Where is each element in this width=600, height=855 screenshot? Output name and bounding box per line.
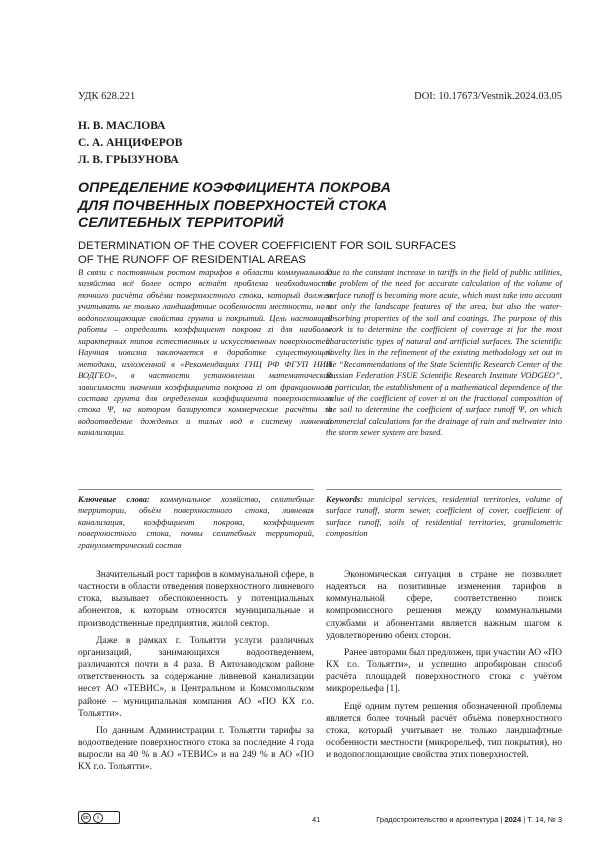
keywords-text: коммунальное хозяйство, селитебные территории, объём поверхностного стока, ливневая канализация, коэффициент покрова, коэффициент поверхностного стока, почвы селитебных территорий, гранулометрический состав xyxy=(78,494,314,550)
paragraph: Ранее авторами был предложен, при участии АО «ПО КХ г.о. Тольятти», и успешно апробирован способ расчёта площадей поверхностного стока с учётом микрорельефа [1]. xyxy=(326,647,562,695)
paragraph: Ещё одним путем решения обозначенной проблемы является более точный расчёт объёма поверхностного стока, который учитывает не только ландшафтные особенности местности (микрорельеф, тип покрытия), но и водопоглощающие свойства этих поверхностей. xyxy=(326,701,562,761)
paragraph: Значительный рост тарифов в коммунальной сфере, в частности в области отведения поверхностного ливневого стока, вызывает обеспокоенность у потенциальных абонентов, к которым относятся муниципальные и производственные предприятия, жилой сектор. xyxy=(78,570,314,629)
page-number: 41 xyxy=(312,815,321,824)
author: С. А. АНЦИФЕРОВ xyxy=(78,137,183,149)
body-column-right xyxy=(326,569,562,766)
divider xyxy=(326,489,562,490)
abstract-english: Due to the constant increase in tariffs in the field of public utilities, the problem of the need for accurate calculation of the volume of surface runoff is becoming more acute, which must take into account not only the landscape features of the area, but also the water-absorbing properties of the soil and coatings. The purpose of this work is to determine the coefficient of coverage zi for the most characteristic types of natural and artificial surfaces. The scientific novelty lies in the refinement of the existing methodology set out in the “Recommendations of the State Scientific Research Center of the Russian Federation FSUE Scientific Research Institute VODGEO”, in particular, the establishment of a mathematical dependence of the value of the coefficient of cover zi on the fractional composition of the soil to determine the coefficient of surface runoff Ψ, on which commercial calculations for the drainage of rain and meltwater into the storm sewer system are based. xyxy=(326,267,562,438)
keywords-russian xyxy=(78,494,314,551)
author: Л. В. ГРЫЗУНОВА xyxy=(78,154,179,166)
udk-code: УДК 628.221 xyxy=(78,91,136,102)
keywords-label: Keywords: xyxy=(326,494,364,504)
keywords-text: municipal services, residential territories, volume of surface runoff, storm sewer, coefficient of cover, coefficient of surface runoff, soils of residential territories, granulometric composition xyxy=(326,494,562,539)
cc-by-icon: cc i xyxy=(78,811,120,824)
abstract-russian: В связи с постоянным ростом тарифов в области коммунального хозяйства всё более остро встаёт проблема необходимости точного расчёта объёма поверхностного стока, который должен учитывать не только ландшафтные особенности местности, но и водопоглощающие свойства грунта и покрытий. Цель настоящей работы – определить коэффициент покрова zi для наиболее характерных типов естественных и искусственных поверхностей. Научная новизна заключается в доработке существующей методики, изложенной в «Рекомендациях ГНЦ РФ ФГУП НИИ ВОДГЕО», в частности установлении математической зависимости значения коэффициента покрова zi от фракционного состава грунта для определения коэффициента поверхностного стока Ψ, на котором базируются коммерческие расчёты за водоотведение дождевых и талых вод в систему ливневой канализации. xyxy=(78,267,332,438)
divider xyxy=(78,489,314,490)
keywords-label: Ключевые слова: xyxy=(78,494,150,504)
authors-list xyxy=(78,118,182,169)
paragraph: Экономическая ситуация в стране не позволяет надеяться на позитивные изменения тарифов в коммунальной сфере, соответственно поиск компромиссного решения между коммунальными службами и абонентами является важным шагом к удовлетворению обеих сторон. xyxy=(326,570,562,641)
keywords-english xyxy=(326,494,562,540)
doi[interactable]: DOI: 10.17673/Vestnik.2024.03.05 xyxy=(414,91,562,102)
journal-info: Градостроительство и архитектура | 2024 | Т. 14, № 3 xyxy=(376,815,562,824)
title-russian: ОПРЕДЕЛЕНИЕ КОЭФФИЦИЕНТА ПОКРОВА ДЛЯ ПОЧВЕННЫХ ПОВЕРХНОСТЕЙ СТОКА СЕЛИТЕБНЫХ ТЕРРИТОРИЙ xyxy=(78,180,392,232)
journal-year: 2024 xyxy=(504,815,522,824)
body-column-left xyxy=(78,569,314,779)
paragraph: По данным Администрации г. Тольятти тарифы за водоотведение поверхностного стока за последние 4 года выросли на 40 % в АО «ТЕВИС» и на 249 % в АО «ПО КХ г.о. Тольятти». xyxy=(78,725,314,773)
journal-volume: Т. 14, № 3 xyxy=(527,815,562,824)
paragraph: Даже в рамках г. Тольятти услуги различных организаций, занимающихся водоотведением, различаются почти в 4 раза. В Автозаводском районе ответственность за содержание ливневой канализации несет АО «ТЕВИС», в Центральном и Комсомольском районе – муниципальная компания АО «ПО КХ г.о. Тольятти». xyxy=(78,635,314,719)
author: Н. В. МАСЛОВА xyxy=(78,120,166,132)
title-english: DETERMINATION OF THE COVER COEFFICIENT FOR SOIL SURFACES OF THE RUNOFF OF RESIDENTIAL AREAS xyxy=(78,240,457,266)
journal-name: Градостроительство и архитектура xyxy=(376,815,499,824)
